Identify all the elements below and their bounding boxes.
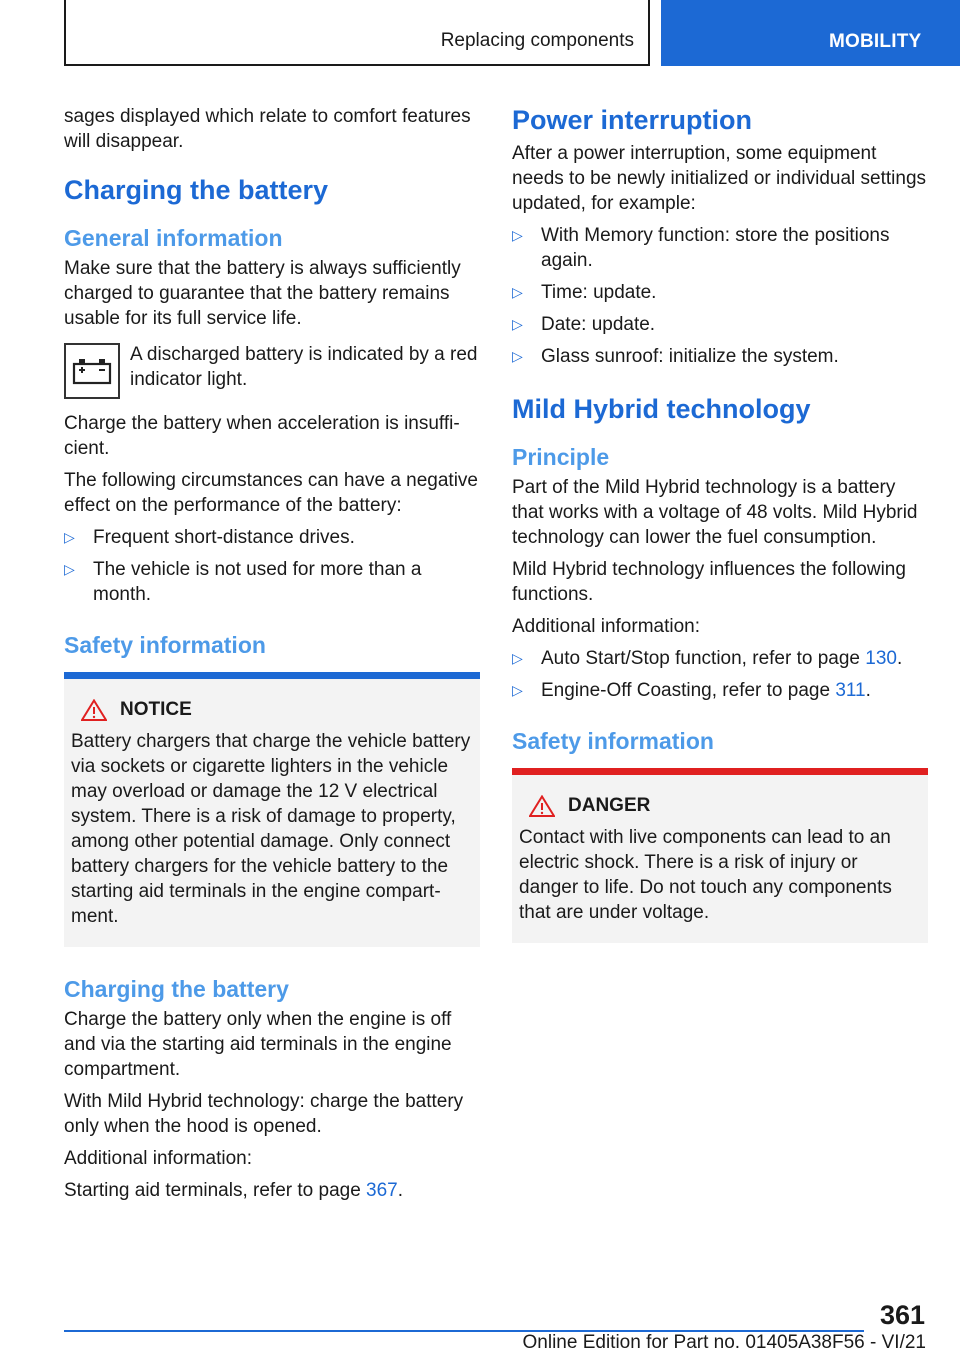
header-chapter-tab bbox=[661, 0, 960, 66]
danger-text: Contact with live components can lead to an electric shock. There is a risk of injury or danger to life. Do not touch any components that are under voltage. bbox=[519, 827, 892, 923]
warning-triangle-icon bbox=[81, 699, 107, 721]
page-link-311[interactable]: 311 bbox=[835, 680, 866, 701]
danger-header bbox=[519, 793, 920, 818]
notice-header bbox=[71, 697, 472, 722]
charge-only-text: Charge the battery only when the engine is off and via the starting aid terminals in the engine compartment. bbox=[64, 1009, 452, 1080]
header-chapter-label: MOBILITY bbox=[829, 31, 922, 52]
danger-label: DANGER bbox=[568, 795, 651, 816]
heading-charging-battery: Charging the battery bbox=[64, 175, 329, 205]
page-link-130[interactable]: 130 bbox=[865, 648, 897, 669]
list-item: ▷ Auto Start/Stop function, refer to page 130. bbox=[512, 648, 903, 669]
power-interruption-text: After a power interruption, some equipment needs to be newly initialized or individual settings updated, for example: bbox=[512, 143, 927, 214]
additional-info-label: Additional information: bbox=[512, 616, 700, 637]
list-item: ▷ Glass sunroof: initialize the system. bbox=[512, 346, 839, 367]
additional-info-label: Additional information: bbox=[64, 1148, 252, 1169]
list-item: ▷ Date: update. bbox=[512, 314, 656, 335]
triangle-bullet-icon: ▷ bbox=[512, 227, 523, 243]
page-number: 361 bbox=[880, 1300, 926, 1330]
influences-text: Mild Hybrid technology influences the following functions. bbox=[512, 559, 906, 605]
footer-edition: Online Edition for Part no. 01405A38F56 - VI/21 bbox=[522, 1332, 926, 1353]
triangle-bullet-icon: ▷ bbox=[64, 561, 75, 577]
power-interruption-list bbox=[512, 223, 928, 369]
heading-principle: Principle bbox=[512, 444, 610, 470]
warning-triangle-icon bbox=[529, 795, 555, 817]
circumstances-list bbox=[64, 525, 480, 607]
right-column bbox=[512, 104, 928, 943]
general-information-text: Make sure that the battery is always sufficiently charged to guarantee that the battery remains usable for its full service life. bbox=[64, 258, 461, 329]
indicator-text: A discharged battery is indicated by a red indicator light. bbox=[130, 344, 478, 390]
indicator-row bbox=[64, 342, 480, 399]
reference-list bbox=[512, 646, 928, 703]
heading-general-information: General information bbox=[64, 225, 283, 251]
circumstances-text: The following circumstances can have a negative effect on the performance of the battery: bbox=[64, 470, 479, 516]
heading-mild-hybrid: Mild Hybrid technology bbox=[512, 394, 811, 424]
list-item: ▷ Engine-Off Coasting, refer to page 311. bbox=[512, 680, 871, 701]
triangle-bullet-icon: ▷ bbox=[512, 348, 523, 364]
charge-when-text: Charge the battery when acceleration is insufficient. bbox=[64, 413, 460, 459]
triangle-bullet-icon: ▷ bbox=[512, 316, 523, 332]
page-link-367[interactable]: 367 bbox=[366, 1180, 398, 1201]
mild-hybrid-charge-text: With Mild Hybrid technology: charge the battery only when the hood is opened. bbox=[64, 1091, 464, 1137]
list-item: ▷ Frequent short-distance drives. bbox=[64, 527, 355, 548]
list-item: ▷ The vehicle is not used for more than a month. bbox=[64, 559, 422, 605]
heading-charging-battery-sub: Charging the battery bbox=[64, 976, 289, 1002]
header-section-box bbox=[64, 0, 650, 66]
list-item: ▷ With Memory function: store the positions again. bbox=[512, 225, 890, 271]
notice-text: Battery chargers that charge the vehicle battery via sockets or cigarette lighters in the vehicle may overload or damage the 12 V electrical system. There is a risk of damage to property, among other potential damage. Only connect battery chargers for the vehicle battery to the starting aid terminals in the engine compartment. bbox=[71, 731, 471, 927]
principle-text: Part of the Mild Hybrid technology is a battery that works with a voltage of 48 volts. Mild Hybrid technology can lower the fuel consumption. bbox=[512, 477, 918, 548]
notice-label: NOTICE bbox=[120, 699, 192, 720]
intro-text: sages displayed which relate to comfort features will disappear. bbox=[64, 106, 471, 152]
list-item: ▷ Time: update. bbox=[512, 282, 657, 303]
triangle-bullet-icon: ▷ bbox=[512, 650, 523, 666]
triangle-bullet-icon: ▷ bbox=[64, 529, 75, 545]
left-column bbox=[64, 104, 480, 1210]
notice-box bbox=[64, 672, 480, 947]
heading-power-interruption: Power interruption bbox=[512, 105, 753, 135]
danger-box bbox=[512, 768, 928, 943]
triangle-bullet-icon: ▷ bbox=[512, 284, 523, 300]
heading-safety-information-right: Safety information bbox=[512, 728, 714, 754]
header-section-title: Replacing components bbox=[440, 30, 634, 51]
heading-safety-information: Safety information bbox=[64, 632, 266, 658]
triangle-bullet-icon: ▷ bbox=[512, 682, 523, 698]
battery-icon bbox=[64, 343, 120, 399]
starting-aid-reference: Starting aid terminals, refer to page 367. bbox=[64, 1180, 404, 1201]
